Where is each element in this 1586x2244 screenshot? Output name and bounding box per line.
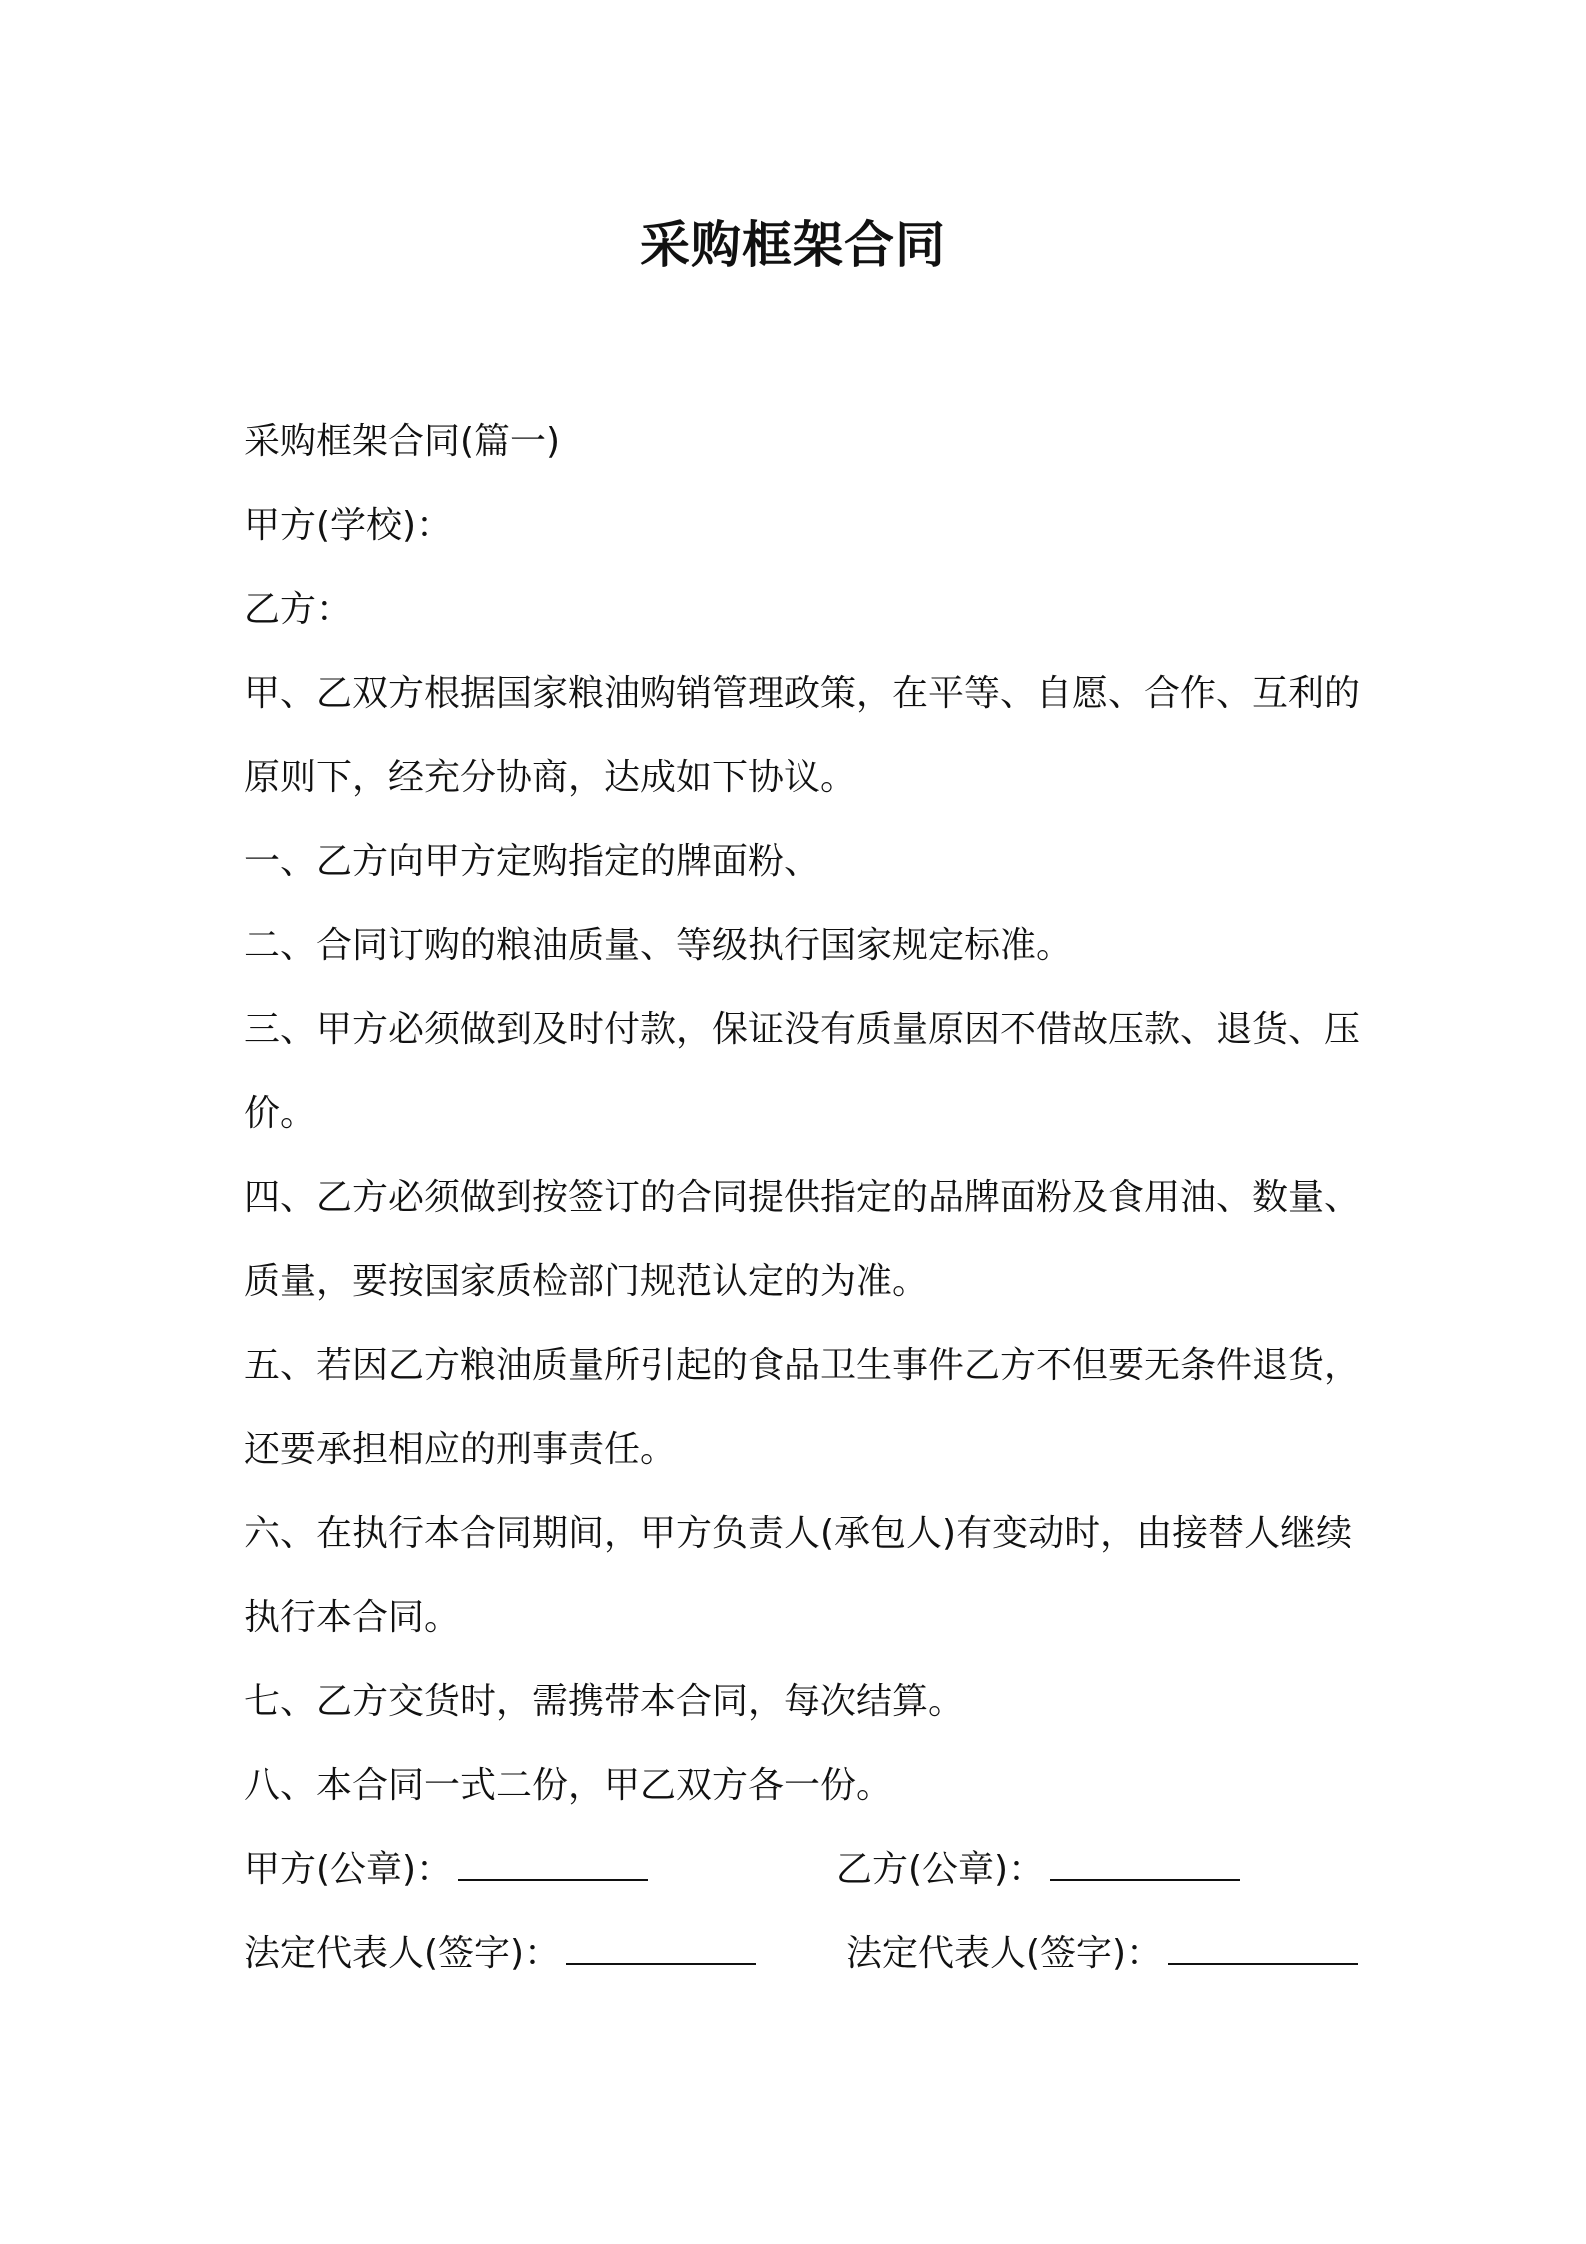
- party-b-rep-label: 法定代表人(签字)：: [846, 1933, 1163, 1974]
- party-b-line: 乙方：: [244, 589, 353, 630]
- clause-4: 四、乙方必须做到按签订的合同提供指定的品牌面粉及食用油、数量、质量，要按国家质检部门规范认定的为准。: [244, 1177, 1361, 1302]
- seal-signature-row: [244, 1828, 1384, 1912]
- party-a-seal-field: [244, 1828, 648, 1912]
- party-a-line: 甲方(学校)：: [244, 505, 453, 546]
- clause-8: 八、本合同一式二份，甲乙双方各一份。: [244, 1765, 893, 1806]
- party-a-rep-field: [244, 1912, 756, 1996]
- party-a-rep-label: 法定代表人(签字)：: [244, 1933, 561, 1974]
- document-body: [244, 400, 1384, 1996]
- clause-7: 七、乙方交货时，需携带本合同，每次结算。: [244, 1681, 965, 1722]
- clause-5: 五、若因乙方粮油质量所引起的食品卫生事件乙方不但要无条件退货，还要承担相应的刑事责任。: [244, 1345, 1361, 1470]
- party-a-rep-blank: [566, 1939, 756, 1965]
- party-a-seal-label: 甲方(公章)：: [244, 1849, 453, 1890]
- party-b-seal-field: [836, 1828, 1240, 1912]
- party-b-seal-label: 乙方(公章)：: [836, 1849, 1045, 1890]
- party-b-rep-blank: [1168, 1939, 1358, 1965]
- clause-6: 六、在执行本合同期间，甲方负责人(承包人)有变动时，由接替人继续执行本合同。: [244, 1513, 1353, 1638]
- clause-3: 三、甲方必须做到及时付款，保证没有质量原因不借故压款、退货、压价。: [244, 1009, 1361, 1134]
- document-title: 采购框架合同: [640, 216, 946, 274]
- party-b-seal-blank: [1050, 1855, 1240, 1881]
- party-a-seal-blank: [458, 1855, 648, 1881]
- representative-signature-row: [244, 1912, 1384, 1996]
- contract-subtitle: 采购框架合同(篇一): [244, 421, 561, 462]
- clause-2: 二、合同订购的粮油质量、等级执行国家规定标准。: [244, 925, 1073, 966]
- party-b-rep-field: [846, 1912, 1358, 1996]
- intro-paragraph: 甲、乙双方根据国家粮油购销管理政策，在平等、自愿、合作、互利的原则下，经充分协商，达成如下协议。: [244, 673, 1361, 798]
- clause-1: 一、乙方向甲方定购指定的牌面粉、: [244, 841, 821, 882]
